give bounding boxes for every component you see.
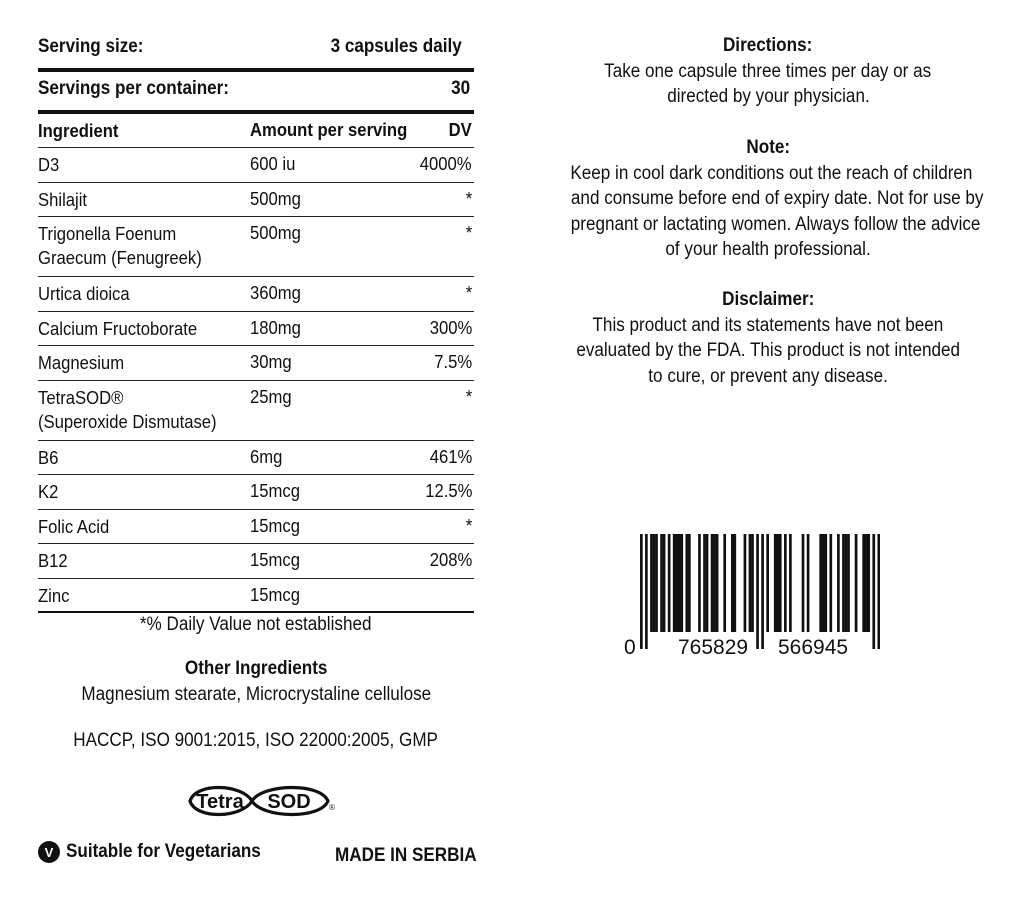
disclaimer-block (548, 287, 988, 389)
header-dv: DV (448, 119, 472, 140)
barcode-bar (675, 534, 678, 632)
ingredient-amount: 15mcg (250, 549, 300, 570)
note-block (548, 135, 988, 263)
ingredient-name: B6 (38, 446, 59, 468)
barcode-bar (847, 534, 850, 632)
barcode-bar (802, 534, 805, 632)
ingredient-amount: 30mg (250, 351, 292, 372)
disclaimer-text: evaluated by the FDA. This product is not intended (576, 340, 960, 361)
ingredient-amount: 25mg (250, 385, 292, 407)
servings-per-container-label: Servings per container: (38, 78, 230, 99)
barcode-bar (744, 534, 747, 632)
barcode-left-digits: 765829 (678, 636, 749, 659)
barcode-right-digits: 566945 (778, 636, 849, 659)
barcode-bar (822, 534, 825, 632)
ingredient-name: Magnesium (38, 352, 125, 373)
barcode-bar (653, 534, 656, 632)
barcode-bar (842, 534, 845, 632)
disclaimer-heading: Disclaimer: (721, 289, 815, 310)
barcode-bar (862, 534, 865, 632)
note-heading: Note: (746, 137, 790, 158)
note-text: of your health professional. (665, 239, 871, 260)
ingredient-dv: 300% (429, 316, 472, 338)
barcode-bar (766, 534, 769, 632)
ingredient-amount: 500mg (250, 222, 301, 243)
ingredient-amount: 15mcg (250, 583, 300, 605)
barcode-bar (688, 534, 691, 632)
barcode-bar (703, 534, 706, 632)
dv-footnote: *% Daily Value not established (140, 614, 372, 635)
barcode-bar (663, 534, 666, 632)
barcode-bar (731, 534, 734, 632)
directions-text: directed by your physician. (666, 86, 870, 107)
barcode-bar (640, 534, 643, 649)
table-header (38, 114, 474, 148)
barcode-bar (660, 534, 663, 632)
barcode-bar (706, 534, 709, 632)
table-row (38, 475, 474, 510)
ingredient-name: Zinc (38, 584, 70, 606)
barcode-bar (877, 534, 880, 649)
barcode-bar (807, 534, 810, 632)
supplement-facts-panel (38, 30, 474, 613)
serving-size-row (38, 30, 474, 68)
ingredient-dv: * (465, 282, 472, 303)
barcode-bar (761, 534, 764, 649)
ingredient-name: Trigonella Foenum Graecum (Fenugreek) (38, 223, 202, 268)
barcode-bar (779, 534, 782, 632)
note-text: and consume before end of expiry date. Not for use by (570, 188, 984, 209)
table-row (38, 217, 474, 277)
serving-size-label: Serving size: (38, 36, 144, 57)
other-ingredients-text: Magnesium stearate, Microcrystaline cellulose (81, 684, 431, 705)
barcode-bar (867, 534, 870, 632)
ingredient-dv: 4000% (420, 153, 472, 174)
barcode-first-digit: 0 (624, 636, 636, 659)
certifications: HACCP, ISO 9001:2015, ISO 22000:2005, GMP (73, 730, 439, 751)
barcode (640, 534, 880, 649)
barcode-bar (655, 534, 658, 632)
barcode-bar (872, 534, 875, 649)
barcode-bar (723, 534, 726, 632)
vegetarian-claim (38, 841, 282, 863)
ingredient-name: D3 (38, 154, 60, 175)
ingredient-name: Urtica dioica (38, 283, 130, 304)
ingredient-amount: 15mcg (250, 480, 300, 501)
table-row (38, 148, 474, 183)
ingredient-dv: 7.5% (434, 351, 472, 372)
servings-per-container-value: 30 (450, 78, 470, 99)
barcode-bar (865, 534, 868, 632)
barcode-bar (716, 534, 719, 632)
barcode-bar (733, 534, 736, 632)
barcode-bar (680, 534, 683, 632)
made-in-label: MADE IN SERBIA (335, 845, 477, 866)
barcode-bar (819, 534, 822, 632)
table-row (38, 183, 474, 218)
ingredient-dv: * (465, 187, 472, 209)
ingredient-amount: 500mg (250, 187, 301, 209)
barcode-bar (845, 534, 848, 632)
table-row (38, 277, 474, 312)
barcode-bar (650, 534, 653, 632)
table-row (38, 579, 474, 614)
ingredient-name: Shilajit (38, 188, 88, 210)
servings-per-container-row (38, 72, 474, 110)
barcode-bar (774, 534, 777, 632)
logo-text-left: Tetra (196, 791, 244, 813)
barcode-bar (678, 534, 681, 632)
ingredient-dv: * (465, 385, 472, 407)
ingredient-name: TetraSOD® (Superoxide Dismutase) (38, 386, 217, 432)
ingredient-dv: 12.5% (424, 480, 472, 501)
disclaimer-text: to cure, or prevent any disease. (648, 365, 888, 387)
tetrasod-logo (182, 778, 338, 824)
directions-heading: Directions: (723, 35, 813, 56)
barcode-bar (673, 534, 676, 632)
barcode-bar (756, 534, 759, 649)
barcode-bar (837, 534, 840, 632)
table-row (38, 346, 474, 381)
table-row (38, 381, 474, 441)
logo-text-right: SOD (267, 791, 311, 813)
ingredient-name: K2 (38, 481, 59, 502)
note-text: pregnant or lactating women. Always follow the advice (570, 213, 981, 235)
ingredient-amount: 180mg (250, 316, 301, 338)
barcode-bar (749, 534, 752, 632)
barcode-bar (855, 534, 858, 632)
barcode-bar (776, 534, 779, 632)
other-ingredients-heading: Other Ingredients (184, 658, 328, 679)
ingredient-amount: 360mg (250, 282, 301, 303)
table-row (38, 312, 474, 347)
barcode-bar (829, 534, 832, 632)
ingredient-dv: 208% (429, 549, 472, 570)
ingredient-amount: 600 iu (250, 153, 296, 174)
serving-size-value: 3 capsules daily (330, 36, 462, 57)
barcode-bar (713, 534, 716, 632)
table-row (38, 510, 474, 545)
vegetarian-text: Suitable for Vegetarians (66, 841, 261, 862)
registered-mark: ® (329, 803, 335, 812)
directions-block (548, 33, 988, 110)
ingredient-dv: 461% (429, 445, 472, 467)
barcode-bar (824, 534, 827, 632)
disclaimer-text: This product and its statements have not been (592, 314, 944, 336)
ingredient-name: B12 (38, 550, 68, 571)
ingredient-name: Calcium Fructoborate (38, 317, 198, 339)
ingredient-dv: * (465, 222, 472, 243)
barcode-bar (789, 534, 792, 632)
ingredients-table (38, 114, 474, 613)
note-text: Keep in cool dark conditions out the reach of children (570, 162, 973, 184)
barcode-bar (685, 534, 688, 632)
barcode-bar (668, 534, 671, 632)
barcode-bar (784, 534, 787, 632)
header-amount: Amount per serving (250, 119, 408, 140)
barcode-bar (698, 534, 701, 632)
vegetarian-v-icon: V (38, 841, 60, 863)
ingredient-dv: * (465, 514, 472, 536)
ingredient-amount: 15mcg (250, 514, 300, 536)
directions-text: Take one capsule three times per day or as (604, 60, 932, 82)
barcode-bar (645, 534, 648, 649)
ingredient-amount: 6mg (250, 445, 283, 467)
barcode-bar (751, 534, 754, 632)
barcode-bar (711, 534, 714, 632)
table-row (38, 544, 474, 579)
table-row (38, 441, 474, 476)
header-ingredient: Ingredient (38, 120, 119, 141)
ingredient-name: Folic Acid (38, 515, 110, 537)
